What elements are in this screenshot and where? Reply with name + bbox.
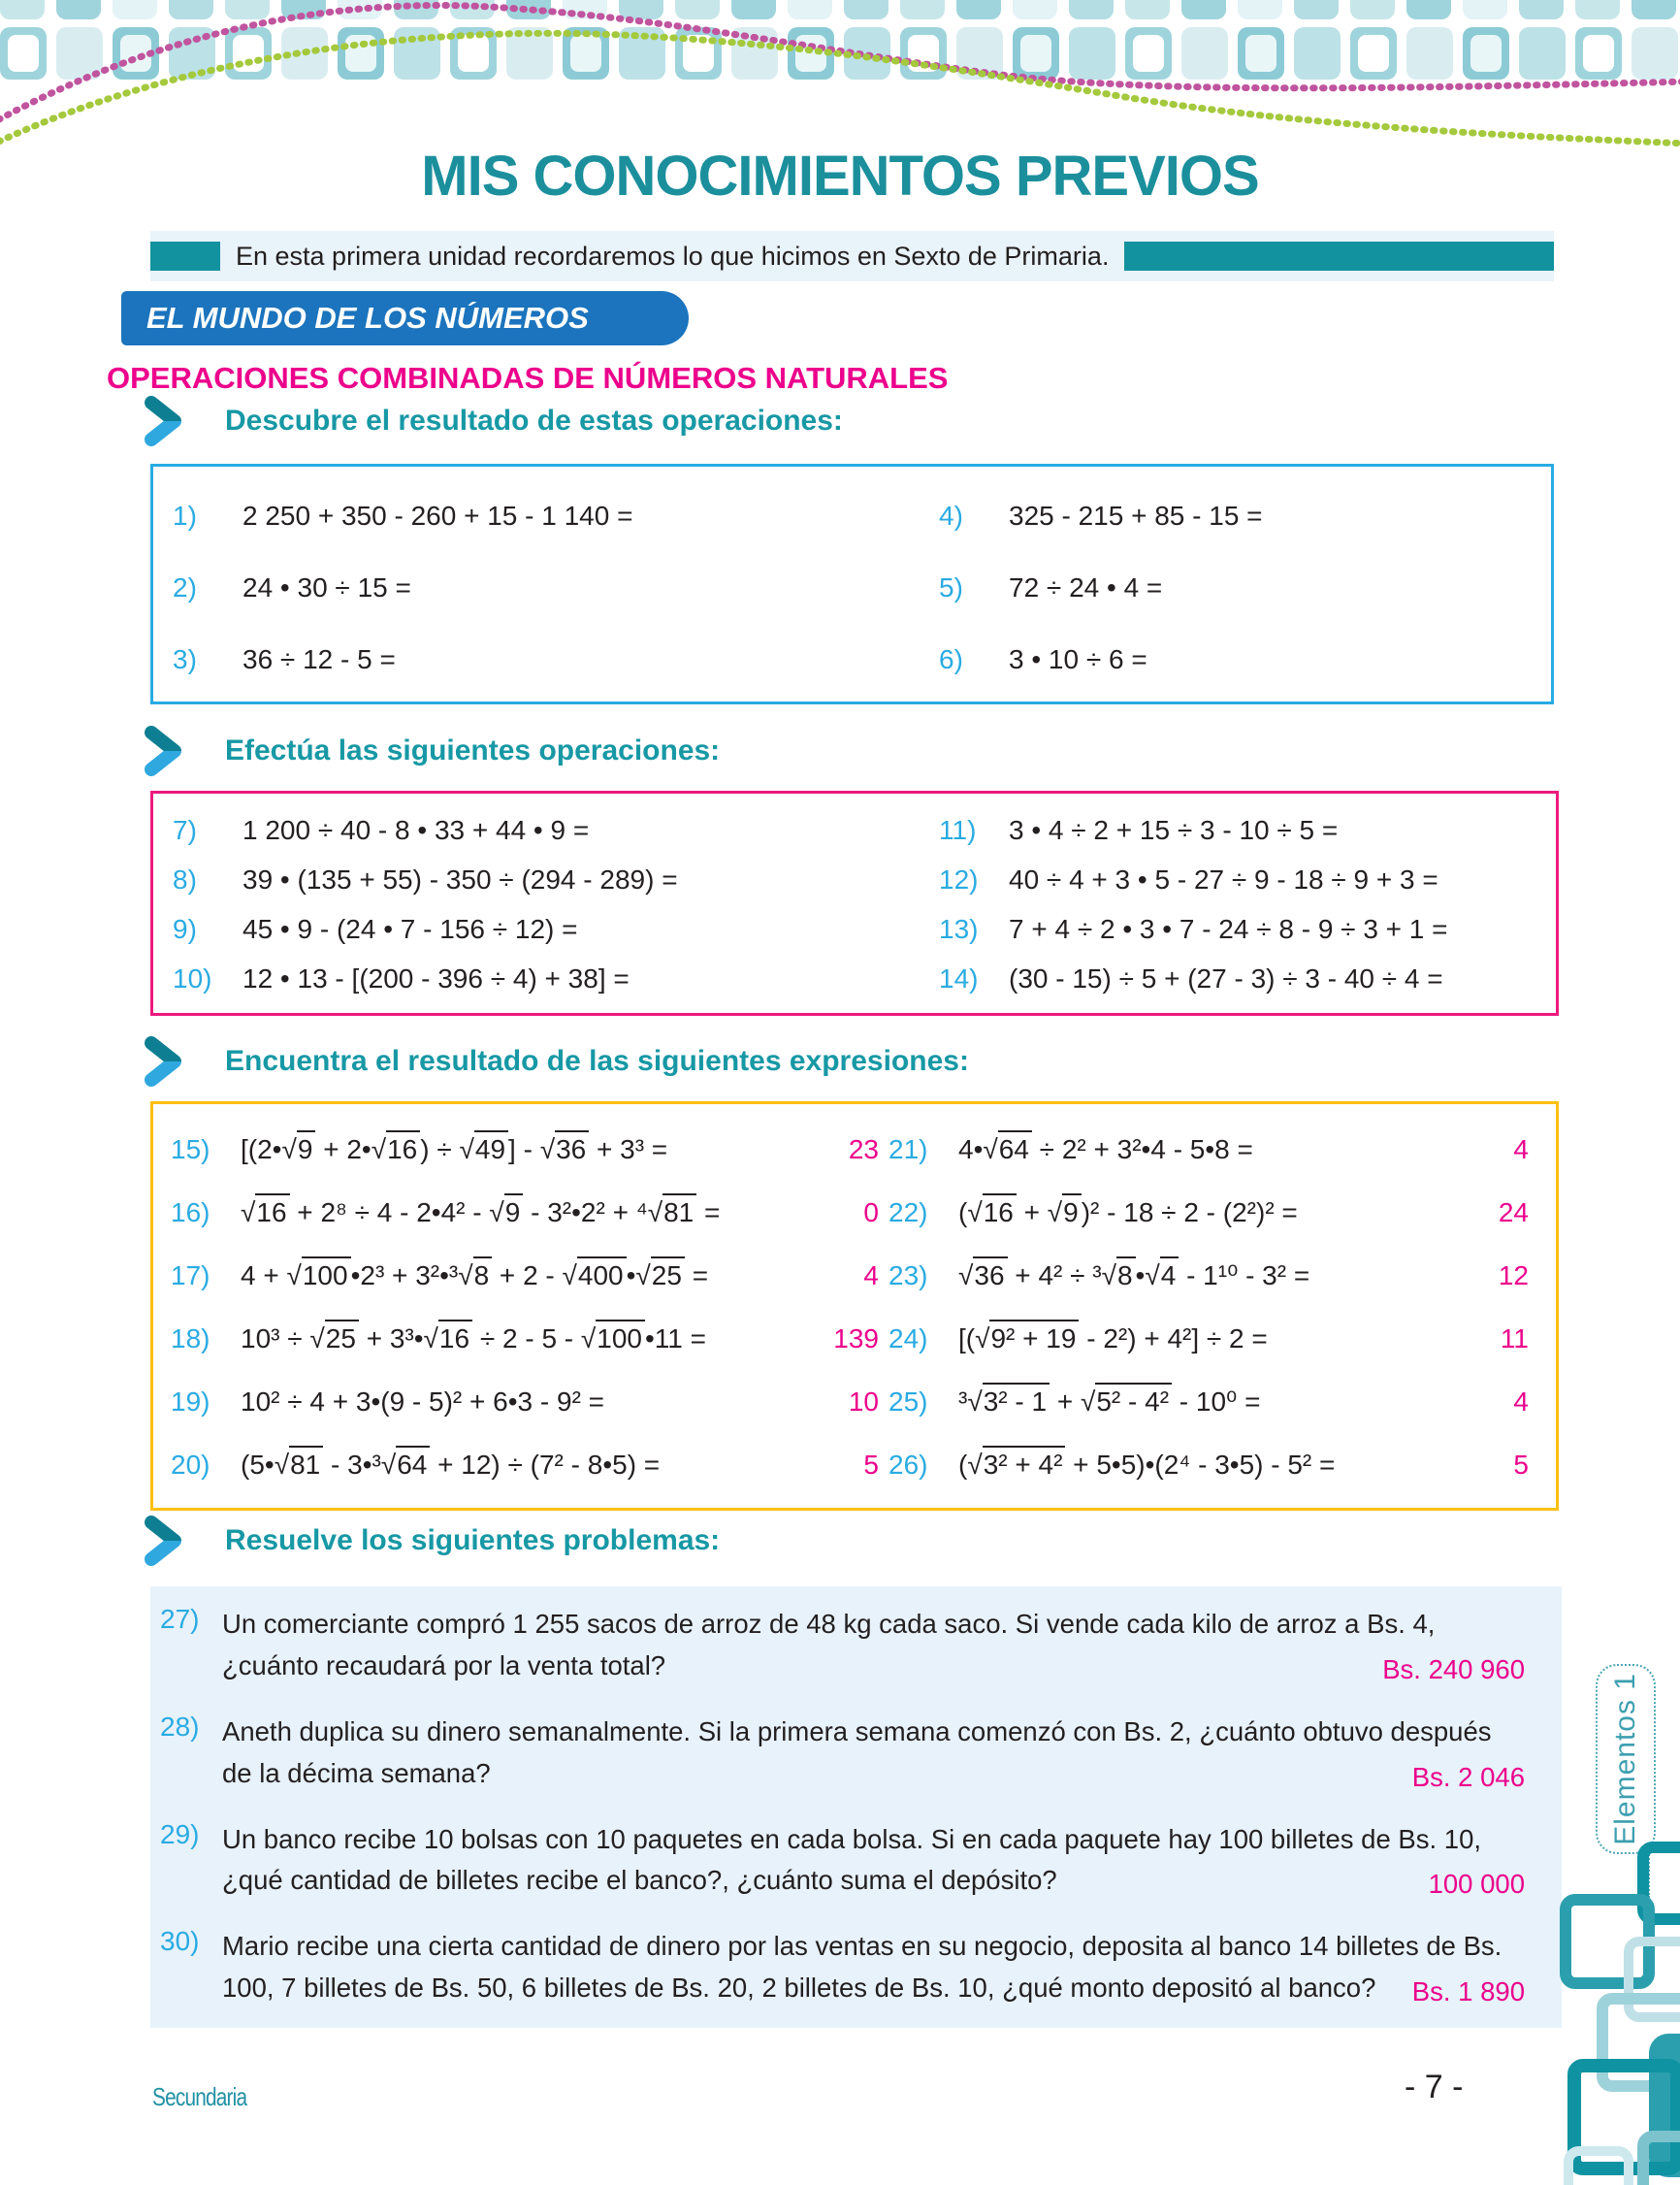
unit-banner [121, 291, 689, 345]
exercise-row [171, 1433, 888, 1496]
exercise-expression: (√16 + √9 )² - 18 ÷ 2 - (2²)² = [958, 1197, 1298, 1228]
exercise-number: 9) [173, 913, 197, 944]
intro-text: En esta primera unidad recordaremos lo que hicimos en Sexto de Primaria. [236, 241, 1110, 271]
exercise-number: 7) [173, 814, 197, 845]
exercise-expression: √16 + 2⁸ ÷ 4 - 2•4² - √9 - 3²•2² + ⁴√81 = [241, 1197, 720, 1228]
problem-number: 30) [160, 1926, 200, 1957]
exercise-number: 8) [173, 864, 197, 895]
exercise-number: 16) [171, 1196, 210, 1227]
exercise-expression: 4 + √100 •2³ + 3²•³√8 + 2 - √400 •√25 = [241, 1260, 708, 1291]
problem-text: Aneth duplica su dinero semanalmente. Si la primera semana comenzó con Bs. 2, ¿cuánto obtuvo después de la décima semana? [222, 1715, 1492, 1788]
exercise-answer: 139 [833, 1322, 879, 1353]
problem-text: Un comerciante compró 1 255 sacos de arroz de 48 kg cada saco. Si vende cada kilo de arroz a Bs. 4, ¿cuánto recaudará por la venta total? [222, 1609, 1436, 1680]
prompt-2 [144, 726, 720, 776]
exercise-expression: 3 • 10 ÷ 6 = [1009, 644, 1147, 674]
problem-answer: Bs. 2 046 [1411, 1761, 1525, 1792]
exercise-row [171, 1118, 888, 1181]
problem-number: 27) [160, 1604, 200, 1634]
exercise-expression: (5•√81 - 3•³√64 + 12) ÷ (7² - 8•5) = [241, 1450, 660, 1481]
exercise-expression: 325 - 215 + 85 - 15 = [1009, 501, 1263, 531]
exercise-row [173, 480, 939, 552]
topic-heading: OPERACIONES COMBINADAS DE NÚMEROS NATURALES [107, 361, 949, 395]
exercise-row [939, 624, 1532, 696]
exercise-expression: 45 • 9 - (24 • 7 - 156 ÷ 12) = [242, 913, 578, 944]
problem-text: Mario recibe una cierta cantidad de dinero por las ventas en su negocio, deposita al banco 14 billetes de Bs. 100, 7 billetes de Bs. 50, 6 billetes de Bs. 20, 2 billetes de Bs. 10, ¿qué monto depositó al banco? [222, 1931, 1502, 2004]
exercise-row [171, 1181, 888, 1244]
exercise-answer: 0 [863, 1196, 879, 1227]
exercise-answer: 5 [863, 1449, 879, 1480]
problem-answer: Bs. 1 890 [1411, 1976, 1525, 2007]
exercise-expression: √36 + 4² ÷ ³√8 •√4 - 1¹⁰ - 3² = [958, 1259, 1309, 1291]
exercise-number: 22) [888, 1196, 928, 1227]
decorative-square [1564, 2146, 1633, 2185]
prompt-1-label: Descubre el resultado de estas operaciones: [225, 405, 843, 437]
exercise-number: 4) [939, 501, 963, 531]
prompt-arrow-icon [144, 726, 188, 776]
problem-number: 28) [160, 1711, 200, 1742]
exercise-expression: 10² ÷ 4 + 3•(9 - 5)² + 6•3 - 9² = [241, 1386, 605, 1417]
exercise-row [939, 855, 1536, 904]
intro-strip [150, 231, 1554, 281]
exercise-number: 10) [173, 962, 212, 994]
prompt-1 [144, 396, 843, 446]
unit-banner-label: EL MUNDO DE LOS NÚMEROS [146, 301, 589, 335]
exercise-number: 11) [939, 814, 977, 845]
chapter-side-tab [1596, 1664, 1656, 1854]
word-problem [160, 1819, 1562, 1903]
word-problems-panel [150, 1586, 1562, 2028]
chapter-side-tab-label: Elementos 1 [1609, 1673, 1641, 1845]
exercise-expression: [(√9² + 19 - 2²) + 4²] ÷ 2 = [958, 1323, 1268, 1354]
exercise-number: 21) [888, 1133, 928, 1164]
prompt-arrow-icon [144, 396, 188, 446]
exercise-answer: 4 [863, 1259, 879, 1290]
exercise-row [173, 954, 939, 1003]
exercise-row [173, 855, 939, 904]
exercise-row [173, 904, 939, 954]
exercise-row [173, 624, 939, 696]
exercise-number: 3) [173, 644, 197, 674]
prompt-arrow-icon [144, 1516, 188, 1566]
exercise-row [171, 1244, 888, 1307]
operations-box-1 [150, 464, 1554, 704]
exercise-number: 26) [888, 1449, 928, 1480]
exercise-answer: 23 [848, 1133, 879, 1164]
exercise-expression: 24 • 30 ÷ 15 = [242, 572, 411, 603]
exercise-expression: 39 • (135 + 55) - 350 ÷ (294 - 289) = [242, 864, 678, 895]
exercise-number: 5) [939, 572, 963, 603]
exercise-expression: 40 ÷ 4 + 3 • 5 - 27 ÷ 9 - 18 ÷ 9 + 3 = [1009, 864, 1438, 895]
exercise-number: 6) [939, 644, 963, 674]
page-number: - 7 - [1405, 2069, 1464, 2105]
intro-left-bar [150, 242, 220, 271]
exercise-answer: 12 [1498, 1259, 1529, 1290]
problem-text: Un banco recibe 10 bolsas con 10 paquetes en cada bolsa. Si en cada paquete hay 100 billetes de Bs. 10, ¿qué cantidad de billetes recibe el banco?, ¿cuánto suma el depósito? [222, 1823, 1482, 1896]
exercise-row [173, 805, 939, 855]
decorative-square [1637, 2131, 1680, 2185]
exercise-answer: 11 [1500, 1322, 1529, 1353]
exercise-expression: [(2•√9 + 2•√16 ) ÷ √49 ] - √36 + 3³ = [241, 1134, 667, 1165]
intro-right-bar [1124, 242, 1554, 271]
exercise-number: 2) [173, 572, 197, 603]
exercise-row [888, 1307, 1538, 1370]
exercise-number: 20) [171, 1449, 210, 1480]
exercise-expression: 12 • 13 - [(200 - 396 ÷ 4) + 38] = [242, 962, 630, 994]
exercise-expression: 1 200 ÷ 40 - 8 • 33 + 44 • 9 = [242, 814, 590, 845]
exercise-expression: 2 250 + 350 - 260 + 15 - 1 140 = [242, 501, 633, 531]
exercise-number: 24) [888, 1322, 928, 1353]
exercise-expression: (30 - 15) ÷ 5 + (27 - 3) ÷ 3 - 40 ÷ 4 = [1009, 962, 1443, 994]
exercise-expression: 36 ÷ 12 - 5 = [242, 644, 396, 674]
prompt-arrow-icon [144, 1036, 188, 1087]
prompt-3 [144, 1036, 969, 1087]
exercise-row [171, 1370, 888, 1433]
exercise-row [173, 552, 939, 624]
problem-answer: 100 000 [1428, 1869, 1525, 1900]
word-problem [160, 1604, 1562, 1687]
exercise-row [939, 480, 1532, 552]
exercise-row [939, 805, 1536, 855]
exercise-row [939, 904, 1536, 954]
exercise-number: 18) [171, 1322, 210, 1353]
exercise-expression: 3 • 4 ÷ 2 + 15 ÷ 3 - 10 ÷ 5 = [1009, 814, 1339, 845]
operations-box-2 [150, 791, 1559, 1016]
exercise-expression: 4•√64 ÷ 2² + 3²•4 - 5•8 = [958, 1134, 1253, 1165]
exercise-row [888, 1370, 1538, 1433]
expressions-box [150, 1101, 1559, 1511]
exercise-expression: 7 + 4 ÷ 2 • 3 • 7 - 24 ÷ 8 - 9 ÷ 3 + 1 = [1009, 913, 1448, 944]
exercise-number: 12) [939, 864, 979, 895]
prompt-3-label: Encuentra el resultado de las siguientes expresiones: [225, 1045, 969, 1077]
prompt-2-label: Efectúa las siguientes operaciones: [225, 734, 721, 766]
exercise-number: 14) [939, 962, 979, 994]
exercise-expression: ³√3² - 1 + √5² - 4² - 10⁰ = [958, 1386, 1260, 1418]
prompt-4-label: Resuelve los siguientes problemas: [225, 1524, 721, 1556]
page-title: MIS CONOCIMIENTOS PREVIOS [421, 145, 1259, 208]
exercise-number: 1) [173, 501, 197, 531]
problem-answer: Bs. 240 960 [1382, 1653, 1525, 1684]
exercise-row [939, 552, 1532, 624]
exercise-answer: 4 [1513, 1133, 1529, 1164]
exercise-number: 19) [171, 1386, 210, 1417]
problem-number: 29) [160, 1818, 200, 1849]
exercise-row [888, 1433, 1538, 1496]
exercise-row [888, 1244, 1538, 1307]
exercise-number: 23) [888, 1259, 928, 1290]
exercise-row [888, 1118, 1538, 1181]
prompt-4 [144, 1516, 720, 1566]
exercise-number: 25) [888, 1386, 928, 1417]
exercise-answer: 24 [1498, 1196, 1529, 1227]
exercise-number: 15) [171, 1133, 210, 1164]
exercise-answer: 10 [848, 1386, 879, 1417]
exercise-number: 17) [171, 1259, 210, 1290]
word-problem [160, 1712, 1562, 1795]
word-problem [160, 1926, 1562, 2009]
exercise-row [888, 1181, 1538, 1244]
footer-brand: Secundaria [152, 2082, 247, 2111]
exercise-row [939, 954, 1536, 1003]
exercise-expression: 72 ÷ 24 • 4 = [1009, 572, 1163, 603]
exercise-expression: 10³ ÷ √25 + 3³•√16 ÷ 2 - 5 - √100 •11 = [241, 1323, 706, 1354]
exercise-answer: 4 [1513, 1386, 1529, 1417]
exercise-row [171, 1307, 888, 1370]
exercise-number: 13) [939, 913, 979, 944]
exercise-answer: 5 [1513, 1449, 1529, 1480]
exercise-expression: (√3² + 4² + 5•5)•(2⁴ - 3•5) - 5² = [958, 1450, 1335, 1481]
